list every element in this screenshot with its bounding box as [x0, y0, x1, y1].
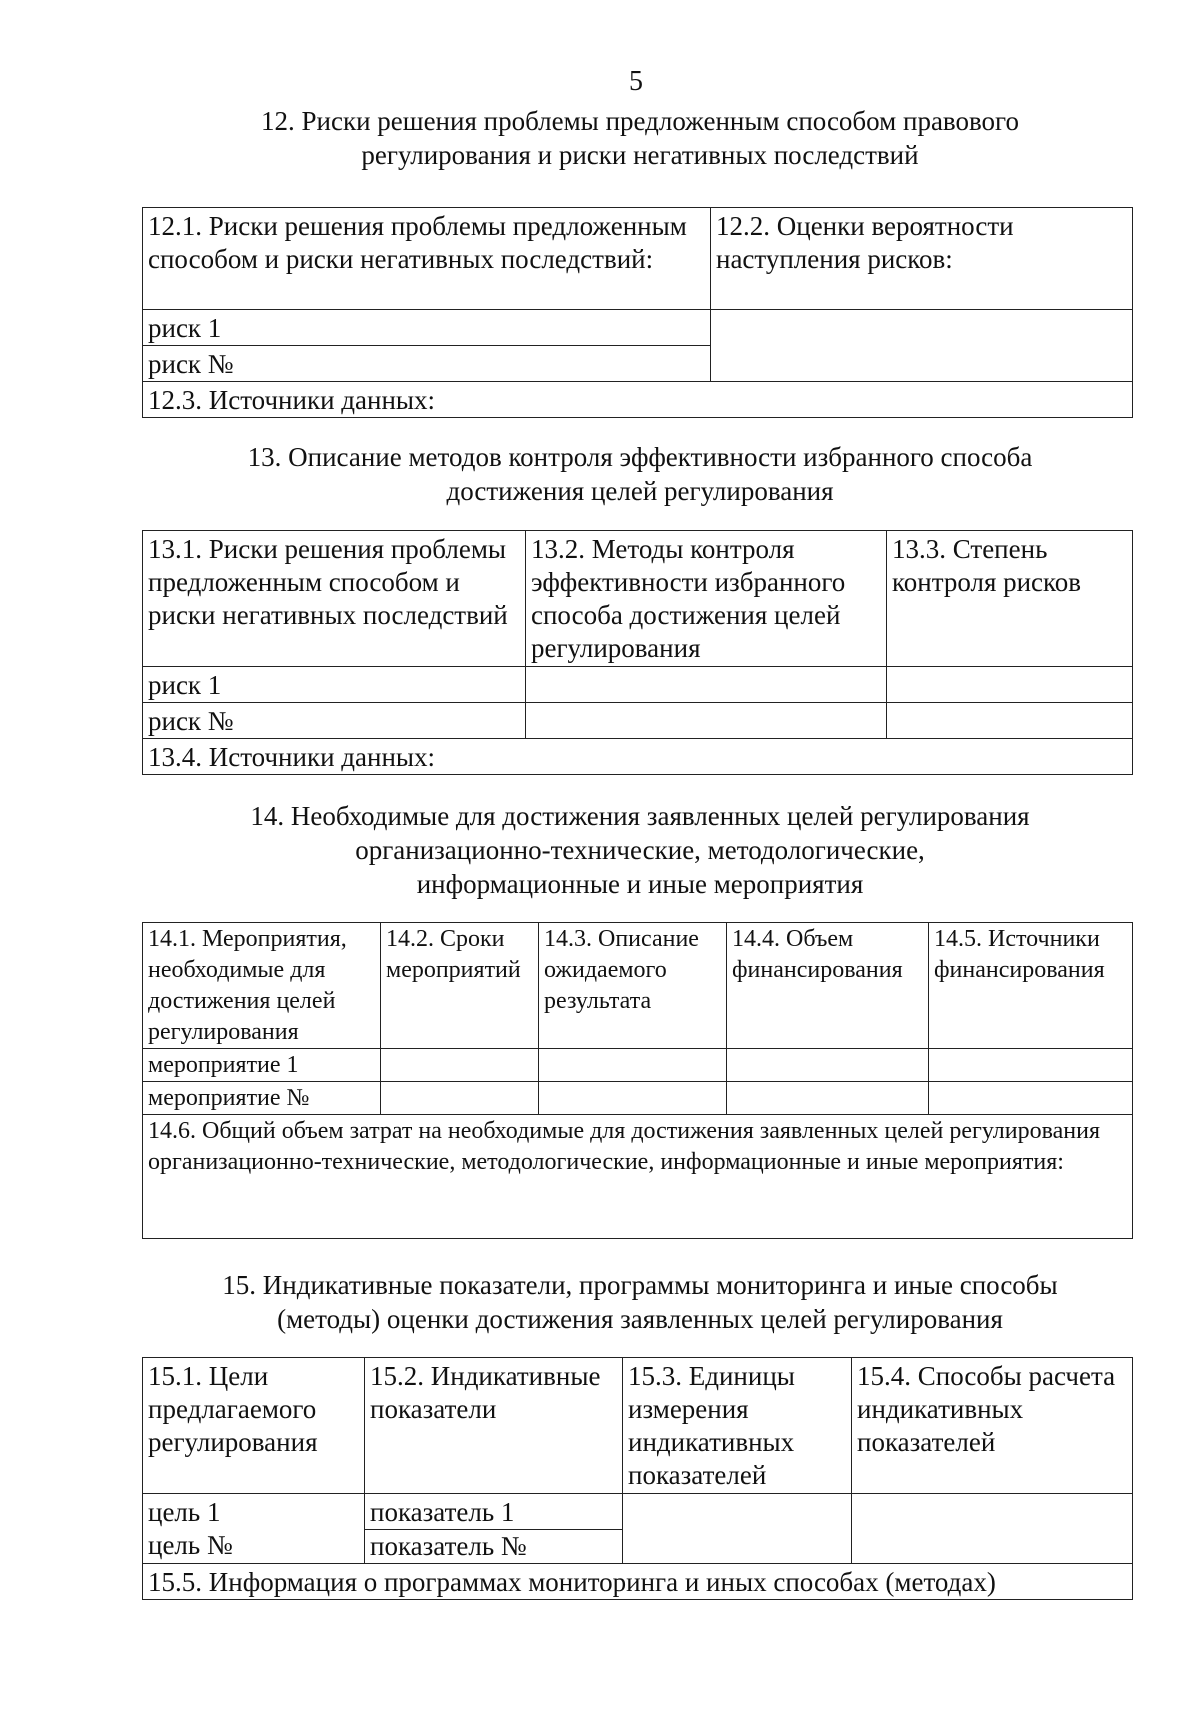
risks-header-cell: 12.1. Риски решения проблемы предложенным способом и риски негативных последствий:: [143, 208, 711, 310]
expected-result-header-cell: 14.3. Описание ожидаемого результата: [539, 923, 727, 1049]
indicators-header-cell: 15.2. Индикативные показатели: [365, 1358, 623, 1494]
empty-cell: [727, 1082, 929, 1115]
risks-header-cell: 13.1. Риски решения проблемы предложенным способом и риски негативных последствий: [143, 531, 526, 667]
total-costs-cell: 14.6. Общий объем затрат на необходимые для достижения заявленных целей регулирования организационно-технические, методологические, информационные и иные мероприятия:: [143, 1115, 1133, 1239]
indicator-label: показатель 1: [365, 1494, 622, 1530]
empty-cell: [929, 1082, 1133, 1115]
monitoring-info-cell: 15.5. Информация о программах мониторинга и иных способах (методах): [143, 1564, 1133, 1600]
measures-header-cell: 14.1. Мероприятия, необходимые для достижения целей регулирования: [143, 923, 381, 1049]
risk-row-label: риск 1: [143, 667, 526, 703]
section-14-table: [142, 922, 1133, 1239]
empty-cell: [887, 667, 1133, 703]
section-13-table: [142, 530, 1133, 775]
empty-cell: [727, 1049, 929, 1082]
goals-header-cell: 15.1. Цели предлагаемого регулирования: [143, 1358, 365, 1494]
probability-cell: [711, 310, 1133, 382]
section-13-heading-line: 13. Описание методов контроля эффективности избранного способа: [247, 442, 1033, 472]
empty-cell: [929, 1049, 1133, 1082]
page-number: 5: [629, 66, 643, 97]
empty-cell: [381, 1082, 539, 1115]
goals-cell: [143, 1494, 365, 1564]
section-14-heading-line: организационно-технические, методологические,: [355, 835, 925, 865]
section-15-heading: [140, 1268, 1140, 1336]
measure-row-label: мероприятие 1: [143, 1049, 381, 1082]
calculation-methods-header-cell: 15.4. Способы расчета индикативных показателей: [852, 1358, 1133, 1494]
risk-row-label: риск №: [143, 703, 526, 739]
data-sources-cell: 12.3. Источники данных:: [143, 382, 1133, 418]
indicators-cell: [365, 1494, 623, 1564]
section-14-heading-line: 14. Необходимые для достижения заявленных целей регулирования: [250, 801, 1030, 831]
empty-cell: [887, 703, 1133, 739]
control-degree-header-cell: 13.3. Степень контроля рисков: [887, 531, 1133, 667]
empty-cell: [539, 1082, 727, 1115]
probability-header-cell: 12.2. Оценки вероятности наступления рисков:: [711, 208, 1133, 310]
deadlines-header-cell: 14.2. Сроки мероприятий: [381, 923, 539, 1049]
empty-cell: [852, 1494, 1133, 1564]
section-13-heading-line: достижения целей регулирования: [446, 476, 834, 506]
section-15-table: [142, 1357, 1133, 1600]
section-13-heading: [140, 440, 1140, 508]
data-sources-cell: 13.4. Источники данных:: [143, 739, 1133, 775]
risk-row-label: риск 1: [143, 310, 711, 346]
empty-cell: [526, 703, 887, 739]
section-14-heading: [140, 799, 1140, 901]
risk-row-label: риск №: [143, 346, 711, 382]
empty-cell: [526, 667, 887, 703]
section-14-heading-line: информационные и иные мероприятия: [416, 869, 864, 899]
empty-cell: [381, 1049, 539, 1082]
section-12-heading-line: регулирования и риски негативных последствий: [361, 140, 919, 170]
funding-sources-header-cell: 14.5. Источники финансирования: [929, 923, 1133, 1049]
section-12-table: [142, 207, 1133, 418]
section-12-heading-line: 12. Риски решения проблемы предложенным способом правового: [261, 106, 1019, 136]
empty-cell: [539, 1049, 727, 1082]
indicator-label: показатель №: [370, 1531, 527, 1561]
control-methods-header-cell: 13.2. Методы контроля эффективности избранного способа достижения целей регулирования: [526, 531, 887, 667]
section-15-heading-line: 15. Индикативные показатели, программы мониторинга и иные способы: [222, 1270, 1058, 1300]
goal-label: цель №: [148, 1530, 233, 1560]
section-15-heading-line: (методы) оценки достижения заявленных целей регулирования: [277, 1304, 1003, 1334]
funding-volume-header-cell: 14.4. Объем финансирования: [727, 923, 929, 1049]
empty-cell: [623, 1494, 852, 1564]
units-header-cell: 15.3. Единицы измерения индикативных показателей: [623, 1358, 852, 1494]
section-12-heading: [140, 104, 1140, 172]
measure-row-label: мероприятие №: [143, 1082, 381, 1115]
goal-label: цель 1: [148, 1497, 221, 1527]
